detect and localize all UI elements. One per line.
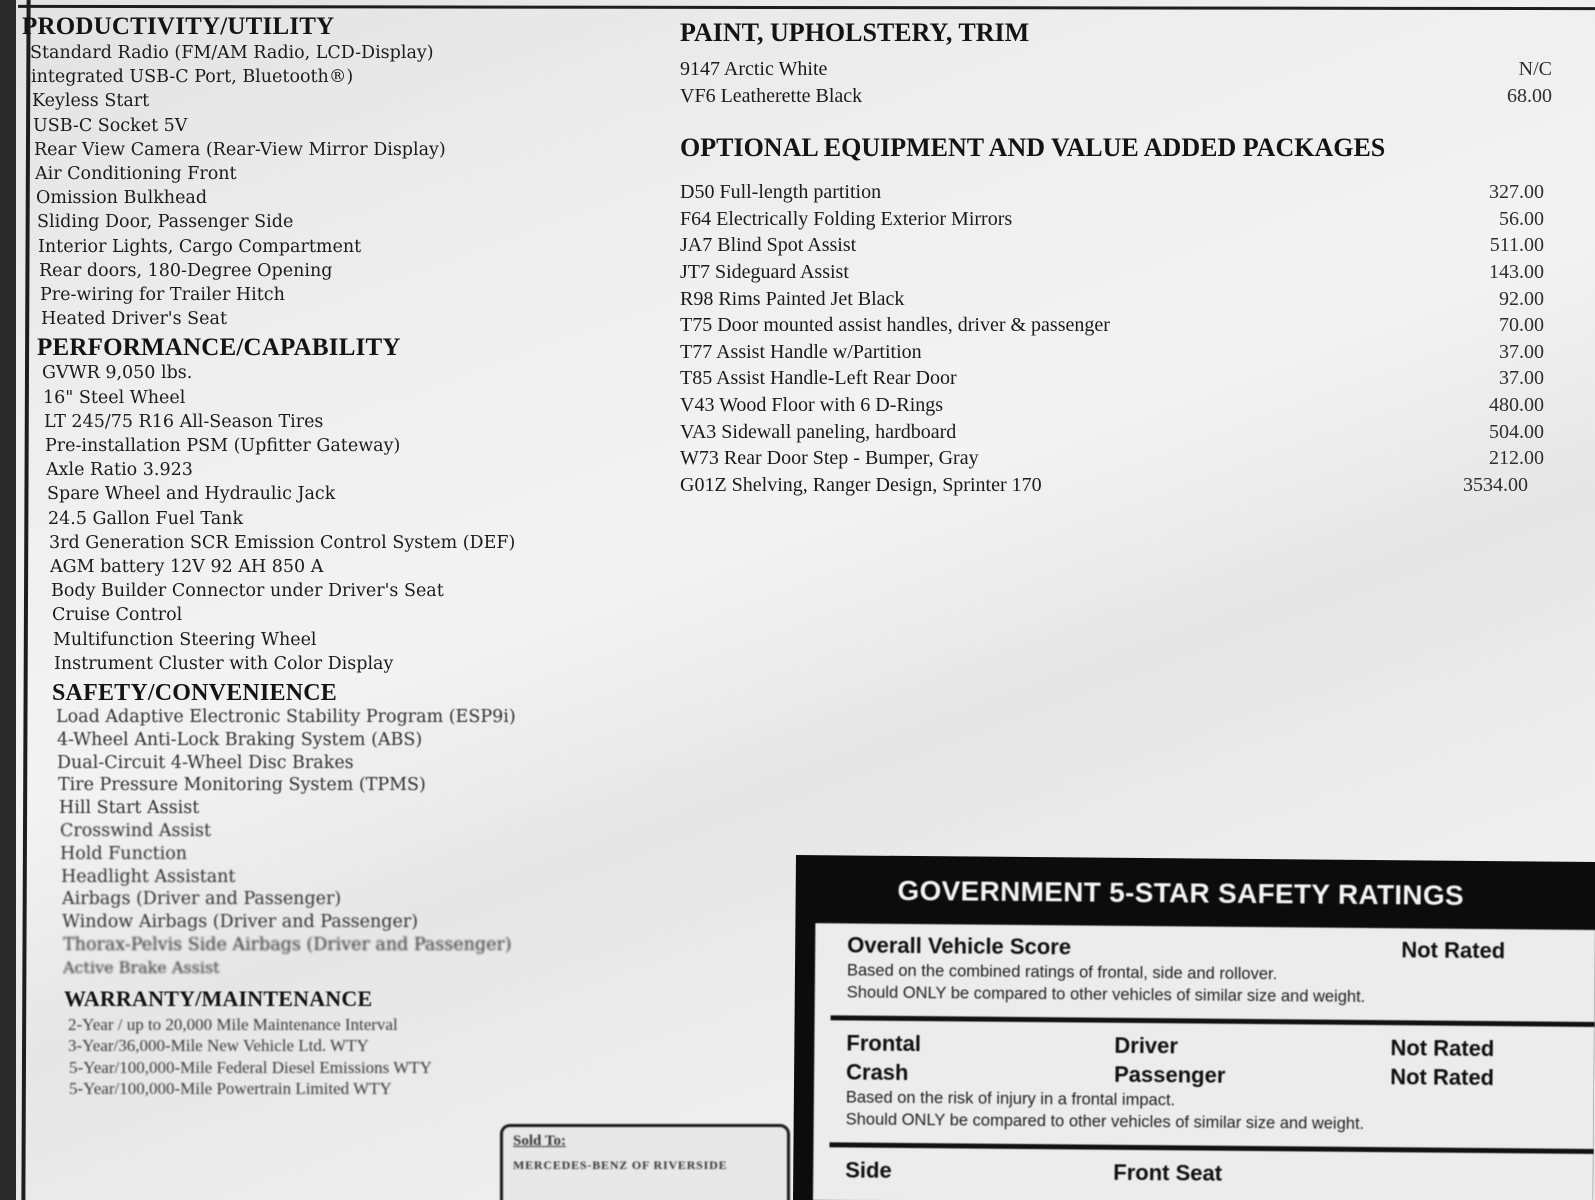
- front-seat-label: Front Seat: [1113, 1159, 1223, 1186]
- section-heading: WARRANTY/MAINTENANCE: [64, 985, 373, 1011]
- list-item: Crosswind Assist: [60, 821, 212, 842]
- list-item: Sliding Door, Passenger Side: [37, 212, 294, 233]
- option-label: VA3 Sidewall paneling, hardboard: [680, 420, 957, 443]
- list-item: Rear View Camera (Rear-View Mirror Display): [34, 139, 446, 160]
- list-item: Pre-wiring for Trailer Hitch: [40, 285, 285, 306]
- top-rule: [18, 5, 1595, 10]
- option-label: D50 Full-length partition: [680, 181, 882, 204]
- list-item: 3rd Generation SCR Emission Control System (DEF): [49, 532, 516, 553]
- left-border-bar: [0, 0, 16, 1200]
- sold-to-box: [500, 1124, 790, 1200]
- frontal-note: Should ONLY be compared to other vehicles of similar size and weight.: [845, 1110, 1365, 1133]
- frontal-crash-grid: [846, 1028, 1564, 1092]
- frontal-label: Frontal: [846, 1030, 922, 1057]
- list-item: Pre-installation PSM (Upfitter Gateway): [45, 436, 401, 457]
- list-item: 4-Wheel Anti-Lock Braking System (ABS): [57, 729, 423, 750]
- table-row: [680, 179, 1544, 206]
- table-row: [680, 312, 1544, 339]
- standard-equipment-column: [22, 12, 542, 1100]
- list-item: Body Builder Connector under Driver's Seat: [51, 581, 444, 602]
- list-item: USB-C Socket 5V: [33, 115, 188, 136]
- section-heading: PERFORMANCE/CAPABILITY: [37, 334, 401, 362]
- overall-score-label: Overall Vehicle Score: [847, 932, 1072, 960]
- table-row: [680, 259, 1544, 286]
- safety-section: [22, 678, 542, 980]
- optional-table: [680, 179, 1544, 498]
- list-item: Multifunction Steering Wheel: [53, 629, 317, 650]
- option-label: JA7 Blind Spot Assist: [680, 234, 857, 257]
- ratings-divider: [829, 1142, 1593, 1154]
- list-item: Interior Lights, Cargo Compartment: [38, 236, 362, 257]
- table-row: [680, 339, 1544, 366]
- option-label: T85 Assist Handle-Left Rear Door: [680, 367, 957, 390]
- option-price: 56.00: [1499, 207, 1544, 230]
- option-label: W73 Rear Door Step - Bumper, Gray: [680, 447, 979, 470]
- list-item: Omission Bulkhead: [36, 188, 208, 209]
- option-price: 92.00: [1499, 287, 1544, 310]
- sold-to-label: Sold To:: [513, 1133, 566, 1149]
- overall-note: Based on the combined ratings of frontal, side and rollover.: [846, 961, 1278, 984]
- table-row: [680, 445, 1544, 472]
- list-item: 5-Year/100,000-Mile Federal Diesel Emissions WTY: [69, 1057, 432, 1077]
- list-item: 24.5 Gallon Fuel Tank: [48, 508, 244, 529]
- list-item: 3-Year/36,000-Mile New Vehicle Ltd. WTY: [68, 1036, 369, 1056]
- option-price: 504.00: [1489, 420, 1544, 443]
- list-item: Keyless Start: [32, 91, 150, 112]
- crash-label: Crash: [845, 1059, 909, 1085]
- driver-label: Driver: [1114, 1032, 1179, 1059]
- option-label: T77 Assist Handle w/Partition: [680, 340, 922, 363]
- table-row: [680, 392, 1544, 419]
- list-item: Active Brake Assist: [63, 957, 220, 977]
- table-row: [680, 286, 1544, 313]
- list-item: 16" Steel Wheel: [43, 387, 186, 408]
- table-row: [680, 472, 1528, 499]
- option-label: R98 Rims Painted Jet Black: [680, 287, 905, 310]
- option-label: T75 Door mounted assist handles, driver & passenger: [680, 314, 1110, 337]
- pricing-column: [680, 16, 1560, 498]
- option-price: 68.00: [1507, 84, 1552, 107]
- performance-section: [22, 333, 542, 676]
- productivity-section: [22, 12, 542, 331]
- passenger-rating: Not Rated: [1390, 1064, 1495, 1091]
- list-item: Axle Ratio 3.923: [46, 460, 193, 481]
- option-label: F64 Electrically Folding Exterior Mirrors: [680, 207, 1013, 230]
- list-item: Hold Function: [60, 843, 188, 864]
- list-item: Window Airbags (Driver and Passenger): [62, 912, 419, 933]
- option-label: 9147 Arctic White: [680, 58, 828, 80]
- overall-note: Should ONLY be compared to other vehicles of similar size and weight.: [846, 983, 1366, 1006]
- table-row: [680, 232, 1544, 259]
- option-label: JT7 Sideguard Assist: [680, 260, 849, 283]
- side-crash-grid: [845, 1155, 1563, 1190]
- option-price: N/C: [1518, 58, 1552, 80]
- safety-ratings-panel: [793, 855, 1595, 1200]
- list-item: Air Conditioning Front: [35, 164, 237, 185]
- list-item: Tire Pressure Monitoring System (TPMS): [58, 775, 426, 796]
- warranty-section: [22, 984, 542, 1100]
- list-item: AGM battery 12V 92 AH 850 A: [50, 557, 324, 578]
- list-item: Airbags (Driver and Passenger): [62, 889, 342, 910]
- option-label: G01Z Shelving, Ranger Design, Sprinter 170: [680, 473, 1042, 496]
- list-item: integrated USB-C Port, Bluetooth®): [31, 67, 354, 88]
- list-item: Thorax-Pelvis Side Airbags (Driver and Passenger): [63, 935, 512, 956]
- list-item: Dual-Circuit 4-Wheel Disc Brakes: [57, 752, 354, 773]
- list-item: LT 245/75 R16 All-Season Tires: [44, 411, 324, 432]
- dealer-name: MERCEDES-BENZ OF RIVERSIDE: [513, 1158, 728, 1172]
- option-price: 70.00: [1499, 314, 1544, 337]
- list-item: Rear doors, 180-Degree Opening: [39, 260, 333, 281]
- list-item: 2-Year / up to 20,000 Mile Maintenance Interval: [68, 1014, 398, 1034]
- table-row: [680, 365, 1544, 392]
- paint-table: [680, 56, 1552, 109]
- list-item: Heated Driver's Seat: [41, 309, 227, 330]
- section-heading: SAFETY/CONVENIENCE: [52, 680, 337, 707]
- list-item: 5-Year/100,000-Mile Powertrain Limited WTY: [69, 1079, 392, 1099]
- list-item: Cruise Control: [52, 605, 183, 626]
- ratings-title: GOVERNMENT 5-STAR SAFETY RATINGS: [897, 874, 1465, 911]
- optional-heading: OPTIONAL EQUIPMENT AND VALUE ADDED PACKAGES: [680, 133, 1386, 163]
- table-row: [680, 419, 1544, 446]
- option-price: 480.00: [1489, 393, 1544, 416]
- paint-heading: PAINT, UPHOLSTERY, TRIM: [680, 18, 1030, 47]
- ratings-body: [813, 923, 1595, 1200]
- option-price: 3534.00: [1463, 473, 1528, 496]
- passenger-label: Passenger: [1113, 1061, 1226, 1088]
- section-heading: PRODUCTIVITY/UTILITY: [22, 13, 335, 40]
- option-price: 212.00: [1489, 447, 1544, 470]
- option-price: 37.00: [1499, 340, 1544, 363]
- driver-rating: Not Rated: [1390, 1035, 1495, 1062]
- table-row: [680, 206, 1544, 233]
- option-price: 143.00: [1489, 260, 1544, 283]
- option-price: 511.00: [1489, 234, 1544, 257]
- list-item: Load Adaptive Electronic Stability Program (ESP9i): [56, 707, 516, 728]
- side-label: Side: [845, 1157, 892, 1183]
- option-label: V43 Wood Floor with 6 D-Rings: [680, 393, 944, 416]
- option-price: 37.00: [1499, 367, 1544, 390]
- list-item: Headlight Assistant: [61, 866, 236, 887]
- overall-score-value: Not Rated: [1401, 937, 1506, 964]
- list-item: Hill Start Assist: [59, 798, 200, 819]
- table-row: [680, 56, 1552, 83]
- list-item: GVWR 9,050 lbs.: [42, 363, 193, 384]
- list-item: Instrument Cluster with Color Display: [54, 653, 394, 674]
- ratings-divider: [831, 1015, 1595, 1027]
- list-item: Spare Wheel and Hydraulic Jack: [47, 484, 336, 505]
- option-label: VF6 Leatherette Black: [680, 84, 863, 107]
- table-row: [680, 83, 1552, 110]
- list-item: Standard Radio (FM/AM Radio, LCD-Display): [30, 43, 434, 63]
- frontal-note: Based on the risk of injury in a frontal impact.: [845, 1088, 1176, 1110]
- option-price: 327.00: [1489, 181, 1544, 204]
